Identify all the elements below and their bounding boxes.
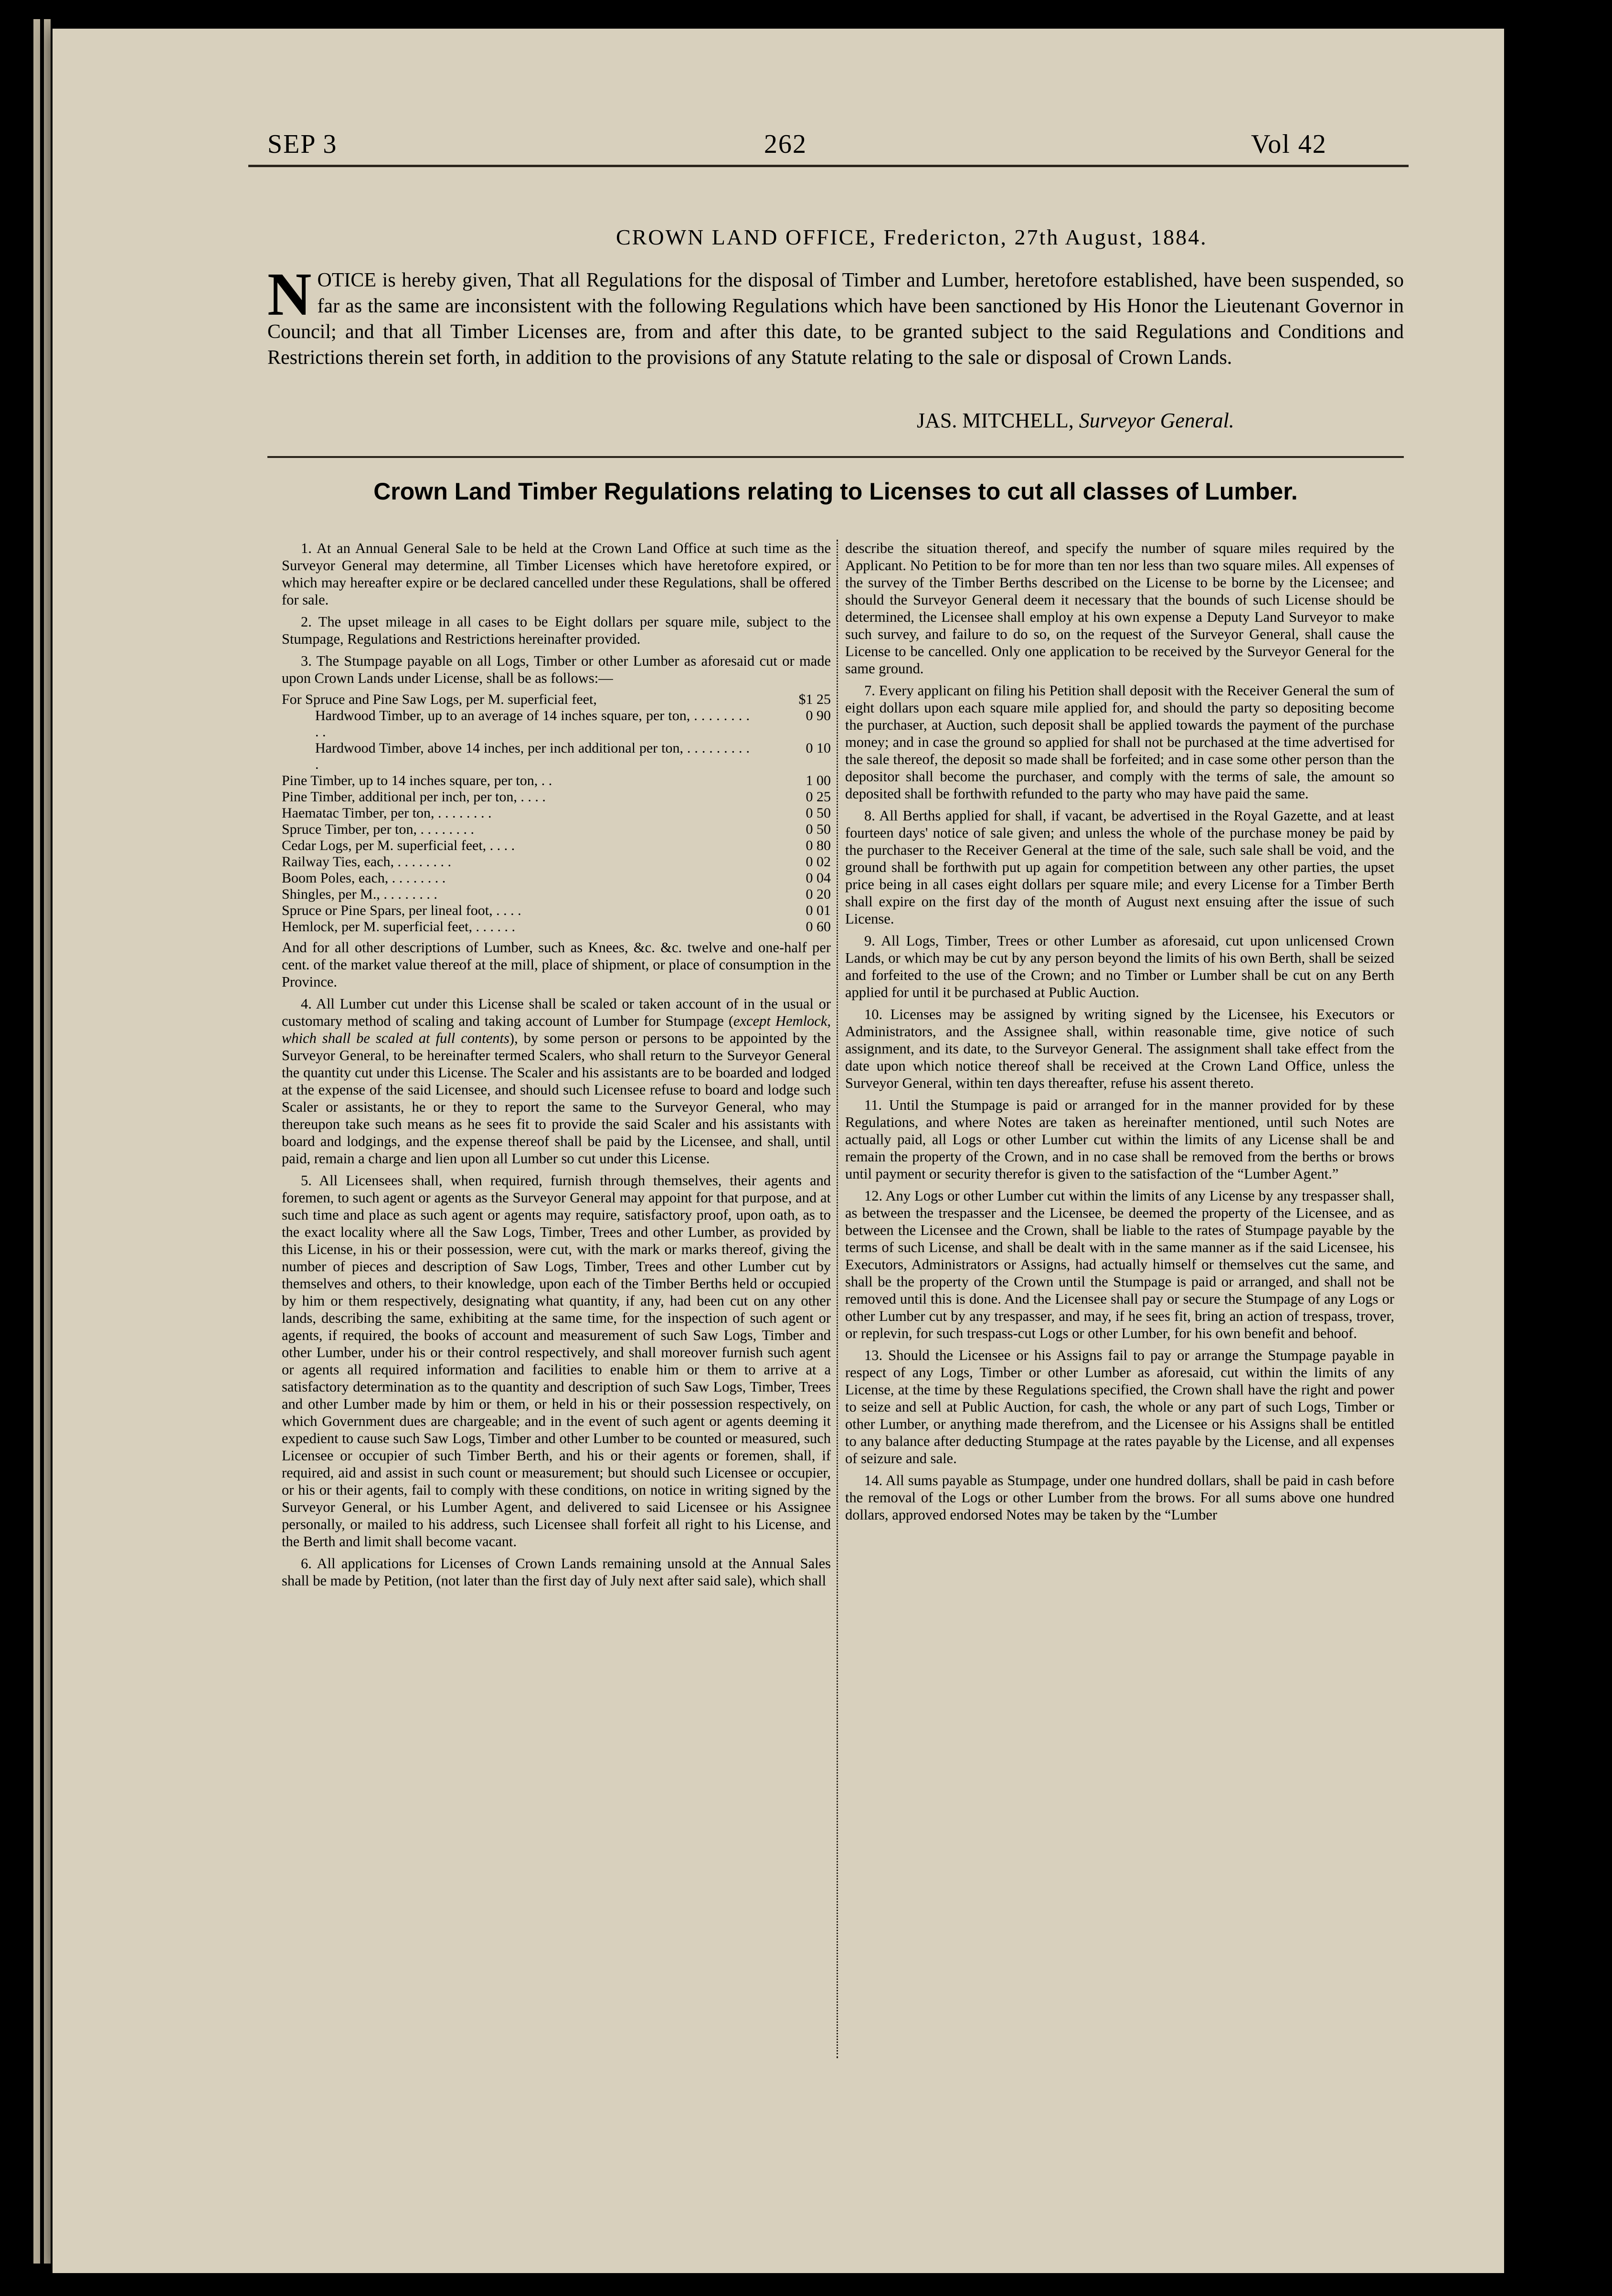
stumpage-rate: 0 10 [806, 740, 831, 756]
office-dateline: CROWN LAND OFFICE, Fredericton, 27th August, 1884. [616, 225, 1208, 249]
volume-label: Vol 42 [1251, 129, 1327, 159]
stumpage-rate: 0 04 [806, 870, 831, 886]
stumpage-rate: 0 60 [806, 919, 831, 935]
header-rule [248, 165, 1409, 167]
regulation-12: 12. Any Logs or other Lumber cut within the limits of any License by any trespasser shall, as between the trespasser and the Licensee, be deemed the property of the Licensee, and as between the Licensee and the Crown, shall be liable to the rates of Stumpage payable by the terms of such License, and shall be dealt with in the same manner as if the said Licensee, his Executors, Administrators or Assigns, had actually himself or themselves cut the same, and shall be the property of the Crown until the Stumpage is paid or arranged, and shall not be removed until this is done. And the Licensee shall pay or secure the Stumpage of any Logs or other Lumber cut by any trespasser, and may, if he sees fit, bring an action of trespass, trover, or replevin, for such trespass-cut Logs or other Lumber, for his own benefit and behoof. [845, 1188, 1394, 1341]
stumpage-rate: 0 50 [806, 821, 831, 837]
table-row [282, 789, 831, 805]
regulation-4-italic: except Hemlock, which shall be scaled at full contents [282, 1013, 831, 1046]
table-row [282, 821, 831, 838]
stumpage-item: Pine Timber, additional per inch, per ton, . . . . [282, 789, 546, 805]
regulation-6: 6. All applications for Licenses of Crown Lands remaining unsold at the Annual Sales shall be made by Petition, (not later than the first day of July next after said sale), which shall [282, 1555, 831, 1589]
regulation-4 [282, 995, 831, 1167]
stumpage-item: Cedar Logs, per M. superficial feet, . . . . [282, 838, 515, 853]
regulations-title: Crown Land Timber Regulations relating to Licenses to cut all classes of Lumber. [373, 478, 1298, 505]
stumpage-rate: 0 80 [806, 838, 831, 853]
regulation-13: 13. Should the Licensee or his Assigns fail to pay or arrange the Stumpage payable in respect of any Logs, Timber or other Lumber as aforesaid, cut within the limits of any License, at the time by these Regulations specified, the Crown shall have the right and power to seize and sell at Public Auction, for cash, the whole or any part of such Logs, Timber or other Lumber, or anything made therefrom, and the Licensee or his Assigns shall be entitled to any balance after deducting Stumpage at the rates payable by the License, and all expenses of seizure and sale. [845, 1347, 1394, 1467]
stumpage-item: Hemlock, per M. superficial feet, . . . . . . [282, 919, 516, 935]
signature [917, 408, 1234, 433]
drop-cap: N [267, 260, 312, 328]
regulation-7: 7. Every applicant on filing his Petition shall deposit with the Receiver General the sum of eight dollars upon each square mile applied for, and should the party so depositing become the purchaser, at Auction, such deposit shall be applied towards the payment of the purchase money; and in case the ground so applied for shall not be purchased at the time advertised for the sale thereof, the deposit so made shall be forfeited; and in case some other person than the depositor shall become the purchaser, and comply with the terms of sale, the amount so deposited shall be forthwith refunded to the party who may have paid the same. [845, 682, 1394, 802]
stumpage-rate: $1 25 [798, 691, 831, 707]
page-edge [33, 19, 40, 2264]
stumpage-rate: 1 00 [806, 773, 831, 788]
stumpage-table [282, 691, 831, 935]
left-column [282, 540, 831, 1594]
date-stamp: SEP 3 [267, 129, 338, 159]
stumpage-item: Hardwood Timber, up to an average of 14 inches square, per ton, . . . . . . . . . . [315, 708, 750, 740]
regulation-10: 10. Licenses may be assigned by writing signed by the Licensee, his Executors or Administrators, and the Assignee shall, within reasonable time, give notice of such assignment, and its date, to the Surveyor General. The assignment shall take effect from the date upon which notice thereof shall be received at the Crown Land Office, unless the Surveyor General, within ten days thereafter, refuse his assent thereto. [845, 1006, 1394, 1091]
notice-paragraph [267, 260, 1404, 371]
stumpage-rate: 0 02 [806, 854, 831, 870]
page-number: 262 [764, 129, 807, 159]
regulation-3: 3. The Stumpage payable on all Logs, Timber or other Lumber as aforesaid cut or made upon Crown Lands under License, shall be as follows:— [282, 653, 831, 686]
regulation-2: 2. The upset mileage in all cases to be Eight dollars per square mile, subject to the Stumpage, Regulations and Restrictions hereinafter provided. [282, 614, 831, 647]
table-row [282, 870, 831, 886]
stumpage-item: Spruce or Pine Spars, per lineal foot, . . . . [282, 903, 521, 918]
regulation-4-text-cont: ), by some person or persons to be appointed by the Surveyor General, to be hereinafter termed Scalers, who shall return to the Surveyor General the quantity cut under this License. The Scaler and his assistants are to be boarded and lodged at the expense of the said Licensee, and should such Licensee refuse to board and lodge such Scaler or assistants, he or they to report the same to the Surveyor General, who may thereupon take such means as he sees fit to provide the said Scaler and his assistants with board and lodgings, and the expense thereof shall be paid by the Licensee, and shall, until paid, remain a charge and lien upon all Lumber so cut under this License. [282, 1030, 831, 1167]
regulation-11: 11. Until the Stumpage is paid or arranged for in the manner provided for by these Regulations, and where Notes are taken as hereinafter mentioned, until such Notes are actually paid, all Logs or other Lumber cut within the limits of any License shall be and remain the property of the Crown, and in no case shall be removed from the berths or brows until payment or security therefor is given to the satisfaction of the “Lumber Agent.” [845, 1097, 1394, 1182]
stumpage-item: For Spruce and Pine Saw Logs, per M. superficial feet, [282, 691, 597, 707]
stumpage-rate: 0 90 [806, 708, 831, 723]
signatory-title: Surveyor General. [1079, 409, 1234, 432]
signatory-name: JAS. MITCHELL, [917, 409, 1074, 432]
table-row [282, 919, 831, 935]
stumpage-item: Pine Timber, up to 14 inches square, per ton, . . [282, 773, 552, 788]
regulation-9: 9. All Logs, Timber, Trees or other Lumber as aforesaid, cut upon unlicensed Crown Lands, or which may be cut by any person beyond the limits of his own Berth, shall be seized and forfeited to the use of the Crown; and no Timber or Lumber shall be cut on any Berth applied for until it be purchased at Public Auction. [845, 933, 1394, 1000]
table-row [282, 903, 831, 919]
table-row [282, 740, 831, 773]
section-rule [267, 456, 1404, 458]
regulation-14: 14. All sums payable as Stumpage, under one hundred dollars, shall be paid in cash before the removal of the Logs or other Lumber from the brows. For all sums above one hundred dollars, approved endorsed Notes may be taken by the “Lumber [845, 1472, 1394, 1523]
table-row [282, 773, 831, 789]
table-row [282, 691, 831, 708]
table-row [282, 805, 831, 821]
stumpage-item: Spruce Timber, per ton, . . . . . . . . [282, 821, 474, 837]
regulation-3-other: And for all other descriptions of Lumber, such as Knees, &c. &c. twelve and one-half per cent. of the market value thereof at the mill, place of shipment, or place of consumption in the Province. [282, 939, 831, 990]
table-row [282, 854, 831, 870]
stumpage-rate: 0 50 [806, 805, 831, 821]
table-row [282, 838, 831, 854]
stumpage-rate: 0 01 [806, 903, 831, 918]
right-column [845, 540, 1394, 1528]
stumpage-item: Shingles, per M., . . . . . . . . [282, 886, 437, 902]
regulation-6-cont: describe the situation thereof, and specify the number of square miles required by the Applicant. No Petition to be for more than ten nor less than two square miles. All expenses of the survey of the Timber Berths described on the License to be borne by the Licensee; and should the Surveyor General deem it necessary that the bounds of such License should be determined, the Licensee shall employ at his own expense a Deputy Land Surveyor to make such survey, and failure to do so, on the request of the Surveyor General, shall cause the License to be cancelled. Only one application to be received by the Surveyor General for the same ground. [845, 540, 1394, 677]
regulation-1: 1. At an Annual General Sale to be held at the Crown Land Office at such time as the Surveyor General may determine, all Timber Licenses which have heretofore expired, or which may hereafter expire or be declared cancelled under these Regulations, shall be offered for sale. [282, 540, 831, 608]
stumpage-rate: 0 25 [806, 789, 831, 805]
column-divider [837, 540, 838, 2058]
page-edge [44, 19, 51, 2264]
regulation-8: 8. All Berths applied for shall, if vacant, be advertised in the Royal Gazette, and at least fourteen days' notice of sale given; and unless the whole of the purchase money be paid by the purchaser to the Receiver General at the time of the sale, such sale shall be void, and the ground shall be forthwith put up again for competition between any other parties, the upset price being in all cases eight dollars per square mile; and every License for a Timber Berth shall expire on the first day of the month of August next ensuing after the issue of such License. [845, 808, 1394, 927]
stumpage-item: Boom Poles, each, . . . . . . . . [282, 870, 446, 886]
stumpage-item: Haematac Timber, per ton, . . . . . . . . [282, 805, 492, 821]
table-row [282, 886, 831, 903]
stumpage-rate: 0 20 [806, 886, 831, 902]
stumpage-item: Railway Ties, each, . . . . . . . . [282, 854, 451, 870]
table-row [282, 708, 831, 740]
regulation-5: 5. All Licensees shall, when required, furnish through themselves, their agents and foremen, to such agent or agents as the Surveyor General may appoint for that purpose, and at such time and place as such agent or agents may require, satisfactory proof, upon oath, as to the exact locality where all the Saw Logs, Timber, Trees and other Lumber, as provided by this License, in his or their possession, were cut, with the mark or marks thereof, giving the number of pieces and description of Saw Logs, Timber, Trees and other Lumber cut by themselves and others, to their knowledge, upon each of the Timber Berths held or occupied by him or them respectively, designating what quantity, if any, had been cut on any other lands, describing the same, exhibiting at the same time, for the inspection of such agent or agents, if required, the books of account and measurement of such Saw Logs, Timber and other Lumber, under his or their control respectively, and shall moreover furnish such agent or agents all required information and facilities to enable him or them to arrive at a satisfactory determination as to the quantity and description of such Saw Logs, Timber, Trees and other Lumber made by him or them, or held in his or their possession respectively, on which Government dues are chargeable; and in the event of such agent or agents deeming it expedient to cause such Saw Logs, Timber and other Lumber to be counted or measured, such Licensee or occupier of such Timber Berth, and his or their agents or foremen, shall, if required, aid and assist in such count or measurement; but should such Licensee or occupier, or his or their agents, fail to comply with these conditions, on notice in writing signed by the Surveyor General, or his Lumber Agent, and delivered to said Licensee or his Assignee personally, or mailed to his address, such Licensee shall forfeit all right to his License, and the Berth and limit shall become vacant. [282, 1172, 831, 1550]
stumpage-item: Hardwood Timber, above 14 inches, per inch additional per ton, . . . . . . . . . . [315, 740, 750, 772]
regulation-4-text: 4. All Lumber cut under this License shall be scaled or taken account of in the usual or customary method of scaling and taking account of Lumber for Stumpage ( [282, 996, 831, 1029]
notice-text: OTICE is hereby given, That all Regulations for the disposal of Timber and Lumber, heretofore established, have been suspended, so far as the same are inconsistent with the following Regulations which have been sanctioned by His Honor the Lieutenant Governor in Council; and that all Timber Licenses are, from and after this date, to be granted subject to the said Regulations and Conditions and Restrictions therein set forth, in addition to the provisions of any Statute relating to the sale or disposal of Crown Lands. [267, 269, 1404, 369]
